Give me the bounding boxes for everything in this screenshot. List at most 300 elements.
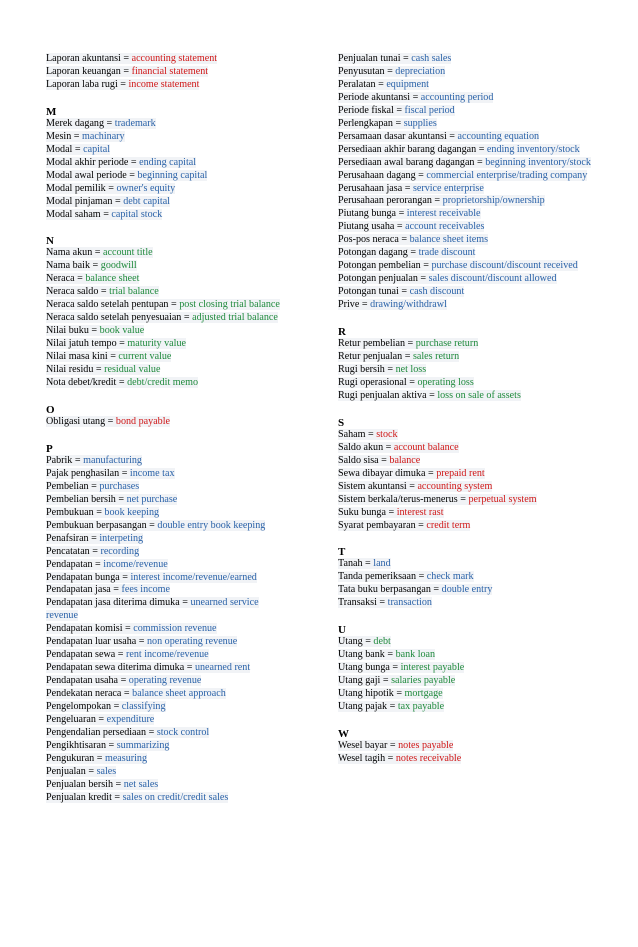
equals-sign: = — [405, 338, 416, 350]
entry-term: Pengikhtisaran — [46, 739, 106, 751]
entry-highlight — [338, 675, 455, 686]
entry-term: Pencatatan — [46, 545, 90, 557]
entry-term: Pengukuran — [46, 752, 95, 764]
glossary-entry — [338, 429, 598, 442]
entry-translation: trademark — [114, 117, 156, 129]
entry-highlight — [338, 299, 447, 310]
entry-highlight — [46, 157, 196, 168]
glossary-entry — [338, 364, 598, 377]
entry-highlight — [338, 338, 478, 349]
equals-sign: = — [168, 299, 180, 311]
entry-term: Pabrik — [46, 454, 73, 466]
glossary-entry — [46, 753, 286, 766]
equals-sign: = — [415, 169, 427, 181]
entry-translation: ending capital — [139, 156, 197, 168]
section-spacer — [46, 390, 286, 404]
entry-term: Pembukuan — [46, 506, 94, 518]
glossary-entry — [46, 260, 286, 273]
equals-sign: = — [119, 571, 131, 583]
equals-sign: = — [457, 493, 469, 505]
entry-highlight — [46, 481, 139, 492]
entry-term: Saldo akun — [338, 441, 384, 453]
entry-term: Saldo sisa — [338, 454, 379, 466]
entry-translation: account receivables — [405, 221, 485, 233]
entry-translation: post closing trial balance — [179, 299, 280, 311]
entry-highlight — [338, 455, 420, 466]
glossary-entry — [338, 442, 598, 455]
entry-highlight — [46, 714, 154, 725]
glossary-entry — [46, 364, 286, 377]
entry-highlight — [338, 131, 539, 142]
entry-term: Rugi operasional — [338, 376, 407, 388]
glossary-entry — [46, 286, 286, 299]
entry-translation: perpetual system — [468, 493, 537, 505]
entry-translation: balance sheet — [85, 273, 140, 285]
section-letter-heading: W — [338, 727, 349, 740]
entry-term: Penjualan kredit — [46, 791, 112, 803]
equals-sign: = — [71, 130, 82, 142]
entry-translation: trial balance — [109, 286, 159, 298]
entry-term: Modal akhir periode — [46, 156, 129, 168]
equals-sign: = — [98, 286, 110, 298]
entry-translation: commission revenue — [133, 623, 217, 635]
entry-translation: net loss — [395, 363, 427, 375]
entry-translation: machinary — [81, 130, 125, 142]
entry-translation: balance sheet items — [409, 234, 489, 246]
entry-highlight — [338, 507, 444, 518]
glossary-entry — [338, 753, 598, 766]
entry-translation: transaction — [387, 597, 432, 609]
entry-translation: prepaid rent — [436, 467, 485, 479]
entry-translation: ending inventory/stock — [486, 143, 580, 155]
glossary-entry — [46, 66, 286, 79]
entry-term: Nama akun — [46, 247, 93, 259]
glossary-entry — [338, 571, 598, 584]
equals-sign: = — [179, 597, 191, 609]
entry-translation: sales — [96, 765, 117, 777]
entry-term: Pendapatan jasa diterima dimuka — [46, 597, 180, 609]
equals-sign: = — [410, 91, 421, 103]
glossary-entry — [338, 520, 598, 533]
entry-term: Laporan keuangan — [46, 65, 121, 77]
entry-highlight — [46, 351, 171, 362]
glossary-section — [46, 390, 286, 429]
entry-term: Tanda pemeriksaan — [338, 571, 417, 583]
entry-term: Pendapatan komisi — [46, 623, 123, 635]
entry-translation: adjusted trial balance — [192, 312, 278, 324]
entry-term: Retur pembelian — [338, 338, 405, 350]
entry-term: Saham — [338, 428, 366, 440]
entry-translation: recording — [100, 545, 140, 557]
equals-sign: = — [362, 558, 374, 570]
entry-highlight — [46, 118, 156, 129]
equals-sign: = — [420, 260, 432, 272]
section-spacer — [338, 403, 598, 417]
equals-sign: = — [72, 143, 84, 155]
entry-term: Pendekatan neraca — [46, 688, 122, 700]
entry-translation: double entry book keeping — [157, 519, 266, 531]
entry-term: Tata buku berpasangan — [338, 584, 431, 596]
equals-sign: = — [100, 208, 112, 220]
glossary-entry — [46, 597, 286, 623]
entry-translation: goodwill — [100, 260, 137, 272]
glossary-entry — [46, 688, 286, 701]
glossary-entry — [338, 507, 598, 520]
equals-sign: = — [380, 675, 392, 687]
glossary-entry — [46, 209, 286, 222]
entry-highlight — [338, 92, 493, 103]
entry-term: Mesin — [46, 130, 72, 142]
equals-sign: = — [88, 480, 100, 492]
equals-sign: = — [402, 182, 413, 194]
glossary-entry — [46, 468, 286, 481]
glossary-entry — [46, 183, 286, 196]
entry-highlight — [46, 364, 160, 375]
entry-highlight — [338, 442, 459, 453]
glossary-section — [338, 714, 598, 766]
equals-sign: = — [398, 286, 410, 298]
entry-translation: classifying — [121, 701, 166, 713]
entry-translation: owner's equity — [116, 182, 176, 194]
entry-term: Modal saham — [46, 208, 101, 220]
entry-translation: notes payable — [398, 739, 454, 751]
equals-sign: = — [430, 584, 442, 596]
equals-sign: = — [406, 480, 418, 492]
entry-term: Perusahaan perorangan — [338, 195, 432, 207]
equals-sign: = — [446, 130, 458, 142]
entry-translation: interpeting — [99, 532, 144, 544]
glossary-entry — [46, 455, 286, 468]
glossary-entry — [338, 662, 598, 675]
glossary-entry — [338, 377, 598, 390]
equals-sign: = — [93, 364, 105, 376]
glossary-section — [338, 403, 598, 533]
entry-term: Merek dagang — [46, 117, 105, 129]
entry-highlight — [46, 740, 169, 751]
entry-translation: trade discount — [418, 247, 476, 259]
entry-translation: financial statement — [131, 65, 209, 77]
entry-highlight — [338, 208, 481, 219]
entry-highlight — [46, 273, 139, 284]
entry-translation: purchase discount/discount received — [431, 260, 578, 272]
glossary-entry — [46, 649, 286, 662]
entry-term: Pembelian — [46, 480, 89, 492]
equals-sign: = — [88, 532, 100, 544]
equals-sign: = — [384, 649, 396, 661]
entry-highlight — [46, 753, 147, 764]
equals-sign: = — [110, 584, 122, 596]
glossary-entry — [46, 144, 286, 157]
equals-sign: = — [378, 454, 390, 466]
section-letter-heading: T — [338, 546, 346, 559]
entry-translation: residual value — [104, 364, 161, 376]
entry-translation: balance sheet approach — [132, 688, 226, 700]
glossary-section — [338, 312, 598, 403]
equals-sign: = — [116, 338, 128, 350]
entry-term: Utang hipotik — [338, 688, 394, 700]
entry-highlight — [46, 533, 143, 544]
entry-translation: loss on sale of assets — [437, 389, 521, 401]
entry-term: Pendapatan bunga — [46, 571, 120, 583]
entry-term: Peralatan — [338, 78, 376, 90]
entry-translation: capital — [83, 143, 111, 155]
equals-sign: = — [126, 169, 138, 181]
entry-highlight — [338, 273, 557, 284]
glossary-entry — [46, 584, 286, 597]
section-spacer — [338, 532, 598, 546]
equals-sign: = — [393, 688, 405, 700]
entry-term: Perusahaan dagang — [338, 169, 416, 181]
entry-translation: unearned service revenue — [46, 597, 259, 622]
glossary-entry — [46, 416, 286, 429]
entry-translation: maturity value — [127, 338, 186, 350]
entry-term: Laporan laba rugi — [46, 78, 118, 90]
entry-term: Retur penjualan — [338, 351, 403, 363]
equals-sign: = — [362, 636, 374, 648]
entry-highlight — [338, 79, 429, 90]
entry-highlight — [46, 79, 199, 90]
entry-translation: interest receivable — [406, 208, 481, 220]
entry-highlight — [338, 429, 398, 440]
entry-translation: measuring — [104, 752, 148, 764]
entry-highlight — [338, 377, 474, 388]
glossary-section — [338, 532, 598, 610]
entry-translation: proprietorship/ownership — [442, 195, 545, 207]
entry-term: Obligasi utang — [46, 415, 106, 427]
equals-sign: = — [474, 156, 486, 168]
equals-sign: = — [402, 351, 413, 363]
entry-translation: cash sales — [411, 53, 452, 64]
equals-sign: = — [92, 558, 104, 570]
equals-sign: = — [128, 156, 140, 168]
equals-sign: = — [93, 506, 105, 518]
entry-translation: summarizing — [116, 739, 170, 751]
entry-highlight — [338, 636, 391, 647]
entry-translation: manufacturing — [83, 454, 142, 466]
entry-highlight — [46, 572, 257, 583]
entry-highlight — [338, 558, 391, 569]
entry-translation: purchases — [99, 480, 140, 492]
entry-translation: land — [373, 558, 391, 570]
entry-translation: depreciation — [395, 65, 446, 77]
equals-sign: = — [146, 726, 157, 738]
equals-sign: = — [394, 221, 406, 233]
entry-translation: accounting statement — [131, 53, 218, 64]
entry-highlight — [46, 183, 175, 194]
glossary-section — [46, 429, 286, 805]
entry-translation: book keeping — [104, 506, 160, 518]
entry-term: Pendapatan sewa — [46, 649, 116, 661]
entry-term: Utang gaji — [338, 675, 381, 687]
entry-highlight — [46, 623, 217, 634]
entry-translation: drawing/withdrawl — [370, 299, 447, 311]
entry-highlight — [46, 468, 175, 479]
entry-highlight — [46, 455, 142, 466]
entry-term: Modal pinjaman — [46, 195, 113, 207]
section-spacer — [46, 221, 286, 235]
entry-translation: service enterprise — [412, 182, 484, 194]
entry-translation: current value — [118, 351, 172, 363]
entry-translation: supplies — [403, 117, 437, 129]
glossary-entry — [46, 299, 286, 312]
entry-highlight — [338, 753, 461, 764]
glossary-entry — [46, 507, 286, 520]
entry-term: Persediaan awal barang dagangan — [338, 156, 475, 168]
entry-translation: mortgage — [404, 688, 443, 700]
equals-sign: = — [384, 363, 396, 375]
entry-translation: sales on credit/credit sales — [122, 791, 229, 803]
equals-sign: = — [104, 117, 115, 129]
equals-sign: = — [116, 377, 128, 389]
entry-translation: income tax — [129, 467, 175, 479]
section-letter-heading: N — [46, 235, 54, 248]
entry-highlight — [338, 481, 492, 492]
glossary-entry — [338, 66, 598, 79]
entry-translation: beginning inventory/stock — [485, 156, 591, 168]
equals-sign: = — [400, 53, 412, 64]
entry-highlight — [338, 649, 435, 660]
entry-highlight — [338, 597, 432, 608]
glossary-entry — [338, 53, 598, 66]
equals-sign: = — [85, 765, 97, 777]
glossary-entry — [46, 623, 286, 636]
entry-translation: tax payable — [397, 701, 445, 713]
entry-term: Nota debet/kredit — [46, 377, 117, 389]
equals-sign: = — [113, 778, 124, 790]
entry-term: Suku bunga — [338, 506, 386, 518]
entry-translation: salaries payable — [391, 675, 456, 687]
equals-sign: = — [384, 65, 396, 77]
glossary-entry — [338, 636, 598, 649]
equals-sign: = — [385, 752, 396, 764]
glossary-entry — [46, 546, 286, 559]
entry-term: Laporan akuntansi — [46, 53, 121, 64]
glossary-entry — [338, 118, 598, 131]
entry-translation: unearned rent — [194, 662, 251, 674]
section-letter-heading: P — [46, 442, 53, 455]
entry-translation: commercial enterprise/trading company — [426, 169, 588, 181]
entry-term: Potongan penjualan — [338, 273, 418, 285]
entry-highlight — [46, 170, 207, 181]
glossary-entry — [338, 208, 598, 221]
equals-sign: = — [398, 234, 410, 246]
entry-term: Pendapatan usaha — [46, 675, 119, 687]
glossary-entry — [46, 79, 286, 92]
entry-highlight — [338, 662, 464, 673]
equals-sign: = — [111, 701, 122, 713]
glossary-entry — [338, 338, 598, 351]
entry-highlight — [46, 688, 226, 699]
glossary-entry — [46, 53, 286, 66]
entry-term: Pengendalian persediaan — [46, 726, 147, 738]
glossary-entry — [46, 714, 286, 727]
entry-term: Rugi penjualan aktiva — [338, 389, 427, 401]
equals-sign: = — [385, 506, 397, 518]
entry-highlight — [338, 468, 485, 479]
entry-translation: operating loss — [417, 376, 474, 388]
entry-term: Nilai buku — [46, 325, 89, 337]
glossary-entry — [338, 351, 598, 364]
entry-term: Persamaan dasar akuntansi — [338, 130, 447, 142]
entry-highlight — [338, 584, 492, 595]
entry-highlight — [338, 390, 521, 401]
entry-translation: income/revenue — [103, 558, 168, 570]
entry-translation: sales return — [412, 351, 460, 363]
entry-term: Wesel bayar — [338, 739, 388, 751]
entry-translation: accounting equation — [457, 130, 540, 142]
glossary-entry — [46, 351, 286, 364]
entry-translation: cash discount — [409, 286, 465, 298]
section-spacer — [46, 429, 286, 443]
equals-sign: = — [476, 143, 487, 155]
entry-highlight — [46, 299, 280, 310]
entry-translation: book value — [99, 325, 145, 337]
entry-highlight — [46, 312, 278, 323]
entry-highlight — [338, 571, 474, 582]
entry-term: Periode akuntansi — [338, 91, 411, 103]
glossary-entry — [46, 196, 286, 209]
entry-term: Nama baik — [46, 260, 91, 272]
entry-highlight — [46, 209, 162, 220]
entry-term: Transaksi — [338, 597, 377, 609]
entry-term: Modal — [46, 143, 73, 155]
entry-highlight — [46, 675, 201, 686]
entry-translation: stock — [376, 428, 398, 440]
equals-sign: = — [396, 208, 407, 220]
entry-term: Wesel tagih — [338, 752, 386, 764]
entry-highlight — [338, 701, 444, 712]
entry-term: Neraca saldo setelah pentupan — [46, 299, 169, 311]
entry-term: Potongan pembelian — [338, 260, 421, 272]
entry-highlight — [338, 520, 470, 531]
entry-highlight — [46, 701, 166, 712]
entry-term: Persediaan akhir barang dagangan — [338, 143, 477, 155]
entry-term: Utang bank — [338, 649, 385, 661]
entry-term: Tanah — [338, 558, 363, 570]
equals-sign: = — [375, 78, 387, 90]
glossary-entry — [46, 377, 286, 390]
glossary-entry — [46, 131, 286, 144]
glossary-entry — [338, 157, 598, 170]
entry-highlight — [338, 118, 437, 129]
entry-translation: bank loan — [395, 649, 436, 661]
entry-term: Utang pajak — [338, 701, 388, 713]
glossary-entry — [338, 195, 598, 208]
equals-sign: = — [120, 53, 132, 64]
entry-term: Perusahaan jasa — [338, 182, 403, 194]
section-letter-heading: O — [46, 403, 55, 416]
equals-sign: = — [119, 467, 130, 479]
entry-translation: income statement — [128, 78, 200, 90]
entry-highlight — [338, 66, 445, 77]
entry-highlight — [338, 170, 587, 181]
entry-highlight — [46, 727, 209, 738]
glossary-entry — [338, 584, 598, 597]
entry-term: Penjualan tunai — [338, 53, 401, 64]
entry-term: Pendapatan luar usaha — [46, 636, 137, 648]
glossary-entry — [46, 533, 286, 546]
equals-sign: = — [95, 713, 107, 725]
equals-sign: = — [92, 247, 103, 259]
equals-sign: = — [383, 441, 394, 453]
glossary-entry — [338, 144, 598, 157]
glossary-entry — [338, 131, 598, 144]
glossary-entry — [46, 118, 286, 131]
equals-sign: = — [112, 195, 124, 207]
glossary-entry — [46, 792, 286, 805]
glossary-entry — [338, 494, 598, 507]
entry-term: Periode fiskal — [338, 104, 394, 116]
